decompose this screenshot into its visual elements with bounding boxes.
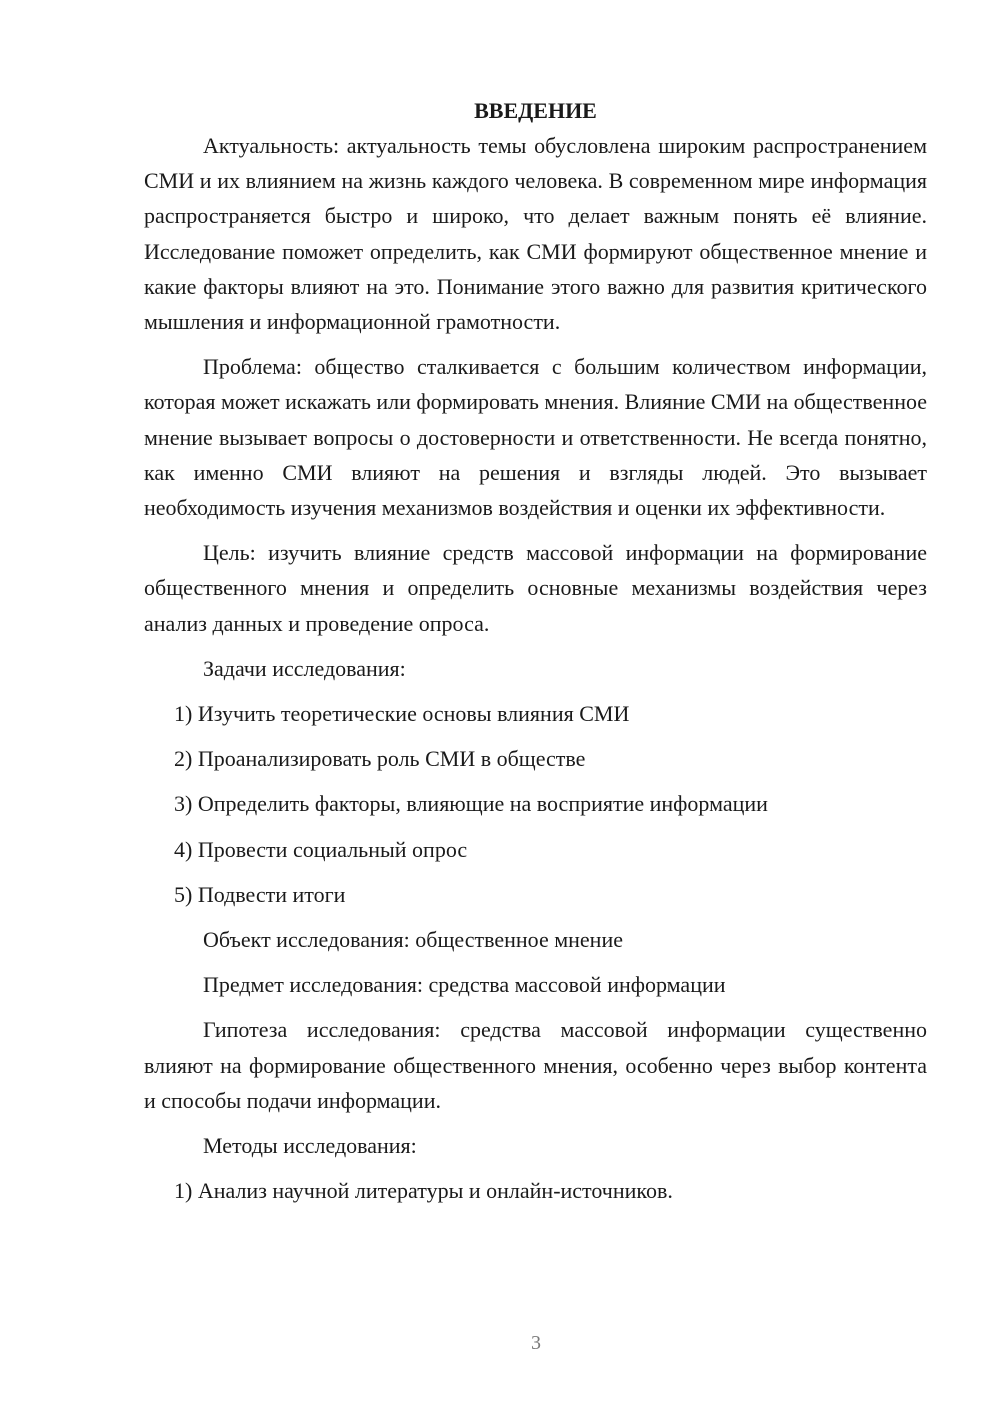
- task-item-2: 2) Проанализировать роль СМИ в обществе: [174, 746, 586, 772]
- problem-paragraph: Проблема: общество сталкивается с большим количеством информации, которая может искажать или формировать мнения. Влияние СМИ на общественное мнение вызывает вопросы о достоверности и ответственности. Не всегда понятно, как именно СМИ влияют на решения и взгляды людей. Это вызывает необходимость изучения механизмов воздействия и оценки их эффективности.: [144, 354, 928, 521]
- task-item-3: 3) Определить факторы, влияющие на восприятие информации: [174, 791, 768, 817]
- page-content: [144, 96, 927, 1218]
- hypothesis-paragraph: Гипотеза исследования: средства массовой информации существенно влияют на формирование общественного мнения, особенно через выбор контента и способы подачи информации.: [144, 1017, 927, 1113]
- tasks-label: Задачи исследования:: [203, 655, 406, 681]
- task-item-4: 4) Провести социальный опрос: [174, 836, 468, 862]
- method-item-1: 1) Анализ научной литературы и онлайн-источников.: [174, 1178, 673, 1204]
- task-item-5: 5) Подвести итоги: [174, 881, 346, 907]
- relevance-paragraph: Актуальность: актуальность темы обусловлена широким распространением СМИ и их влиянием на жизнь каждого человека. В современном мире информация распространяется быстро и широко, что делает важным понять её влияние. Исследование поможет определить, как СМИ формируют общественное мнение и какие факторы влияют на это. Понимание этого важно для развития критического мышления и информационной грамотности.: [144, 133, 927, 335]
- goal-paragraph: Цель: изучить влияние средств массовой информации на формирование общественного мнения и определить основные механизмы воздействия через анализ данных и проведение опроса.: [144, 540, 927, 636]
- methods-label: Методы исследования:: [203, 1133, 417, 1159]
- page-number: 3: [531, 1332, 541, 1354]
- research-object: Объект исследования: общественное мнение: [203, 927, 623, 953]
- section-heading: ВВЕДЕНИЕ: [474, 98, 597, 123]
- research-subject: Предмет исследования: средства массовой информации: [203, 972, 726, 998]
- task-item-1: 1) Изучить теоретические основы влияния СМИ: [174, 701, 630, 727]
